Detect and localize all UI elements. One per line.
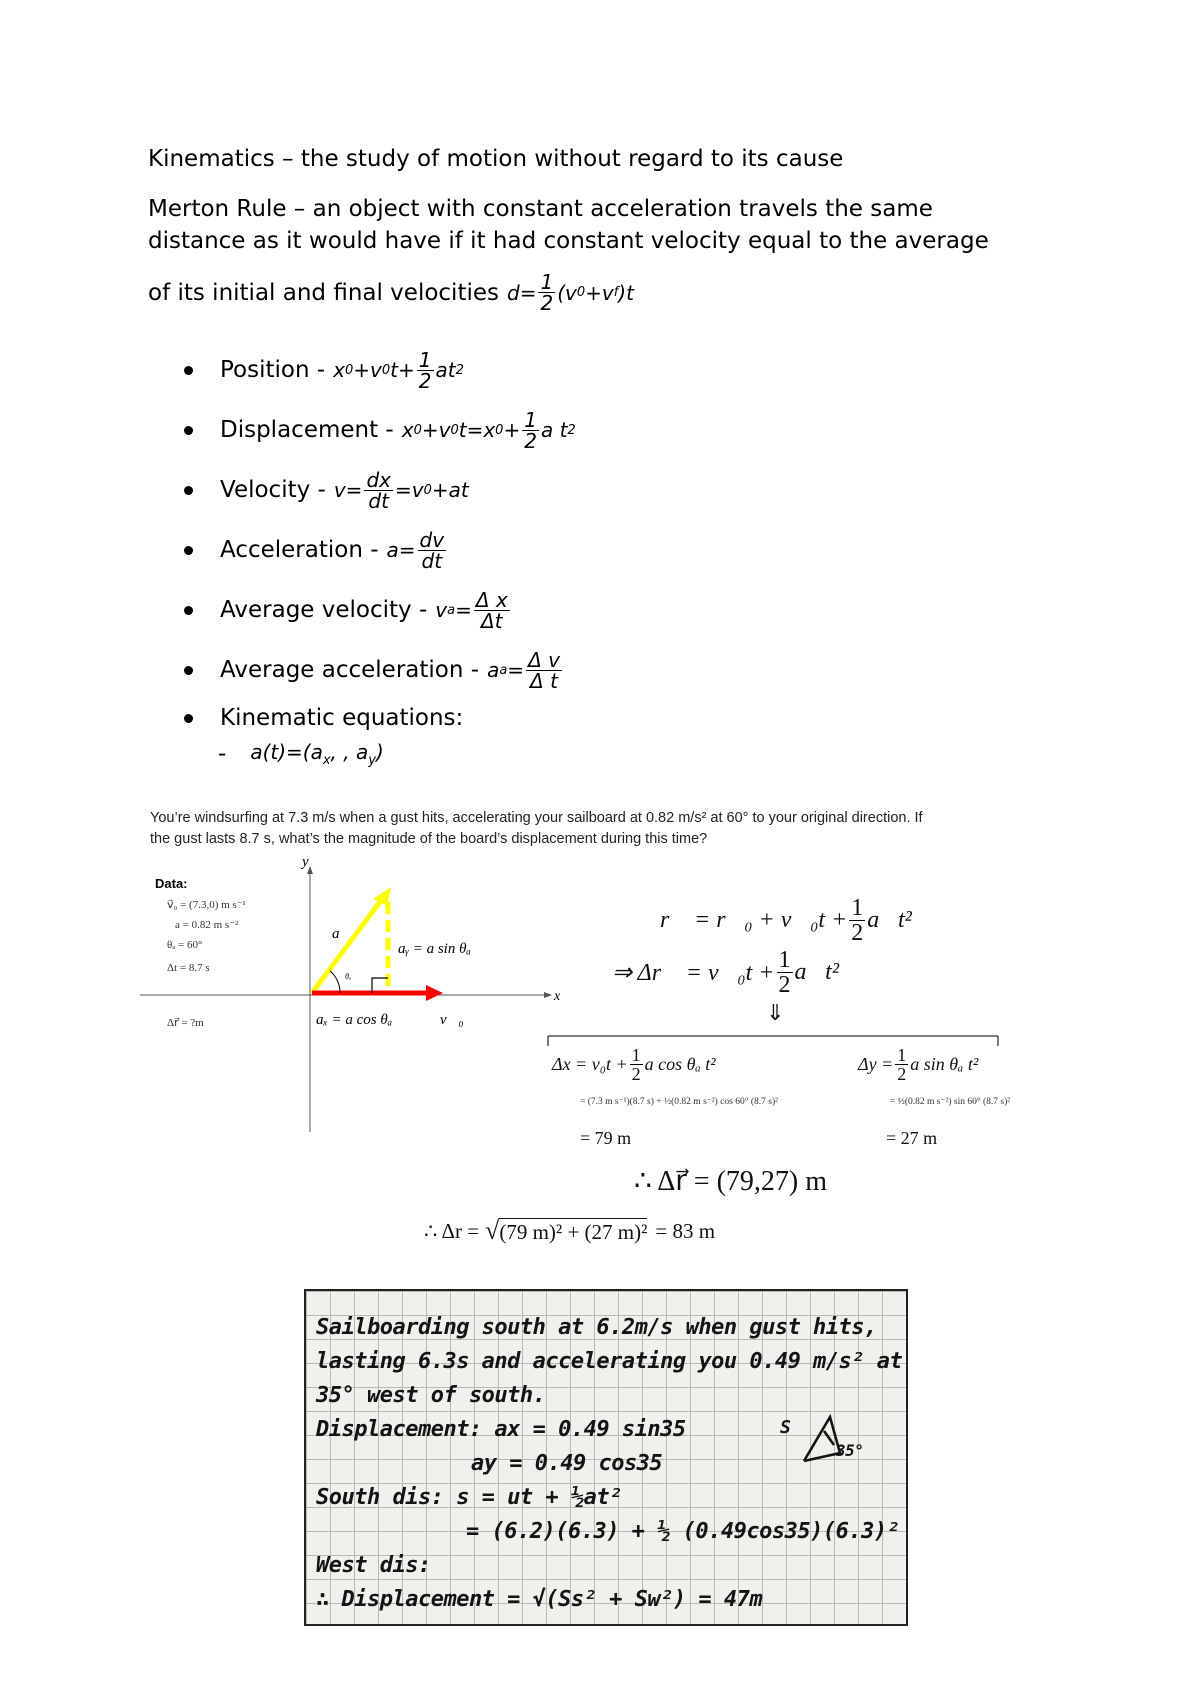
dx-half-den: 2: [631, 1064, 641, 1084]
bullet-icon: [184, 486, 193, 495]
average-acceleration-label: Average acceleration -: [220, 657, 480, 683]
acceleration-formula: a= $\frac{dv}{dt}$: [386, 527, 445, 573]
average-velocity-label: Average velocity -: [220, 597, 428, 623]
position-formula: x 0 +v 0 t+ $\frac{1}{2}$ at 2: [333, 347, 464, 393]
hand-line-8: West dis:: [316, 1553, 431, 1578]
average-acceleration-formula: a a = $\frac{\text{Δ v}}{\text{Δ t}}$: [487, 647, 560, 693]
hand-line-9: ∴ Displacement = √(Ss² + Sw²) = 47m: [316, 1587, 763, 1612]
bullet-icon: [184, 714, 193, 723]
data-dt: Δt = 8.7 s: [167, 962, 210, 974]
hand-line-2: lasting 6.3s and accelerating you 0.49 m/s² at: [316, 1349, 903, 1374]
merton-rule-line2: distance as it would have if it had constant velocity equal to the average: [148, 228, 989, 254]
hand-line-5: ay = 0.49 cos35: [471, 1451, 663, 1476]
windsurf-question-line2: the gust lasts 8.7 s, what’s the magnitude of the board’s displacement during this time?: [150, 831, 708, 847]
sketch-south-label: S: [780, 1417, 791, 1438]
theta-label: θₐ: [345, 972, 352, 981]
dy-half-num: 1: [897, 1045, 907, 1065]
dx-eq-tail: a cos θₐ t²: [644, 1054, 716, 1074]
bullet-icon: [184, 606, 193, 615]
down-arrow-icon: ⇓: [766, 1000, 785, 1025]
kinematics-definition: Kinematics – the study of motion without regard to its cause: [148, 146, 844, 172]
hand-line-4: Displacement: ax = 0.49 sin35: [316, 1417, 686, 1442]
eq-dr-half-den: 2: [778, 972, 791, 998]
data-dr: Δr⃗ = ?m: [167, 1017, 204, 1029]
eq-r-text: r⃗ = r⃗₀ + v⃗₀t +: [660, 907, 848, 933]
dr-mag-post: = 83 m: [655, 1218, 716, 1243]
bullet-icon: [184, 546, 193, 555]
hand-line-3: 35° west of south.: [316, 1383, 546, 1408]
data-theta: θₐ = 60°: [167, 939, 203, 951]
dx-substitution: = (7.3 m s⁻¹)(8.7 s) + ½(0.82 m s⁻²) cos 60° (8.7 s)²: [580, 1097, 779, 1107]
dy-eq-text: Δy =: [858, 1054, 894, 1074]
acceleration-label: Acceleration -: [220, 537, 379, 563]
eq-dr-half-num: 1: [778, 947, 791, 973]
merton-rule-line1: Merton Rule – an object with constant acceleration travels the same: [148, 196, 933, 222]
displacement-magnitude: [424, 1216, 715, 1246]
dy-equation: [858, 1046, 978, 1083]
acceleration-vector-label: a⃗: [332, 926, 352, 942]
dr-mag-radicand: (79 m)² + (27 m)²: [499, 1219, 648, 1244]
kinematic-equations-label: Kinematic equations:: [220, 705, 464, 731]
dr-mag-pre: ∴ Δr =: [424, 1218, 480, 1243]
dy-eq-tail: a sin θₐ t²: [910, 1054, 979, 1074]
displacement-label: Displacement -: [220, 417, 394, 443]
bullet-icon: [184, 366, 193, 375]
dx-eq-text: Δx = v₀t +: [552, 1054, 628, 1074]
v0-label: v⃗₀: [440, 1012, 464, 1028]
y-axis-label: y: [302, 854, 309, 870]
handwritten-notes-image: [304, 1289, 908, 1626]
vector-diagram: [140, 854, 560, 1134]
dy-half-den: 2: [897, 1064, 907, 1084]
dx-result: = 79 m: [580, 1128, 632, 1148]
dy-result: = 27 m: [886, 1128, 938, 1148]
sub-dash: -: [218, 741, 227, 767]
bullet-icon: [184, 426, 193, 435]
average-velocity-formula: v a = $\frac{\text{Δ x}}{\Delta t}$: [435, 587, 508, 633]
eq-r-at2: a⃗t²: [867, 907, 912, 933]
x-axis-arrow-icon: [544, 992, 552, 998]
windsurf-question: [150, 808, 1050, 850]
displacement-vector-result: ∴ Δr⃗ = (79,27) m: [634, 1166, 828, 1197]
eq-r-half-den: 2: [851, 920, 864, 946]
eq-dr: [612, 948, 839, 997]
dx-equation: [552, 1046, 716, 1083]
velocity-formula: v= $\frac{dx}{dt}$ =v 0 +at: [333, 467, 469, 513]
velocity-arrow-icon: [426, 985, 443, 1001]
eq-r: [660, 896, 912, 945]
dy-substitution: = ½(0.82 m s⁻²) sin 60° (8.7 s)²: [890, 1097, 1011, 1107]
dx-half-num: 1: [631, 1045, 641, 1065]
data-title: Data:: [155, 876, 188, 891]
merton-rule-line3: [148, 272, 634, 313]
direction-sketch-icon: [794, 1409, 854, 1469]
eq-r-half-num: 1: [851, 895, 864, 921]
bullet-icon: [184, 666, 193, 675]
displacement-formula: x 0 +v 0 t=x 0 + $\frac{1}{2}$ a t 2: [401, 407, 576, 453]
merton-rule-text: of its initial and final velocities: [148, 279, 499, 306]
ay-label: aᵧ = a sin θₐ: [398, 941, 471, 957]
position-label: Position -: [220, 357, 326, 383]
windsurf-question-line1: You’re windsurfing at 7.3 m/s when a gust hits, accelerating your sailboard at 0.82 m/s² at 60° to your original direction. If: [150, 810, 923, 826]
sqrt-icon: √: [485, 1216, 500, 1245]
eq-dr-text: ⇒ Δr⃗ = v⃗₀t +: [612, 960, 775, 986]
hand-line-6: South dis: s = ut + ½at²: [316, 1485, 622, 1510]
sketch-angle-label: 35°: [836, 1441, 864, 1460]
data-a: a = 0.82 m s⁻²: [175, 919, 239, 931]
merton-formula: d= $\frac{1}{2}$ (v 0 +v f )t: [507, 270, 634, 315]
ax-label: aₓ = a cos θₐ: [316, 1012, 393, 1028]
eq-dr-at2: a⃗t²: [794, 959, 840, 985]
data-v0: v⃗₀ = (7.3,0) m s⁻¹: [167, 899, 246, 911]
hand-line-7: = (6.2)(6.3) + ½ (0.49cos35)(6.3)²: [466, 1519, 900, 1544]
acceleration-vector-formula: $a(t)=(a_x$, , $a_y$): [250, 740, 384, 768]
angle-arc-icon: [330, 971, 340, 993]
hand-line-1: Sailboarding south at 6.2m/s when gust hits,: [316, 1315, 877, 1340]
velocity-label: Velocity -: [220, 477, 326, 503]
x-axis-label: x: [554, 989, 560, 1004]
